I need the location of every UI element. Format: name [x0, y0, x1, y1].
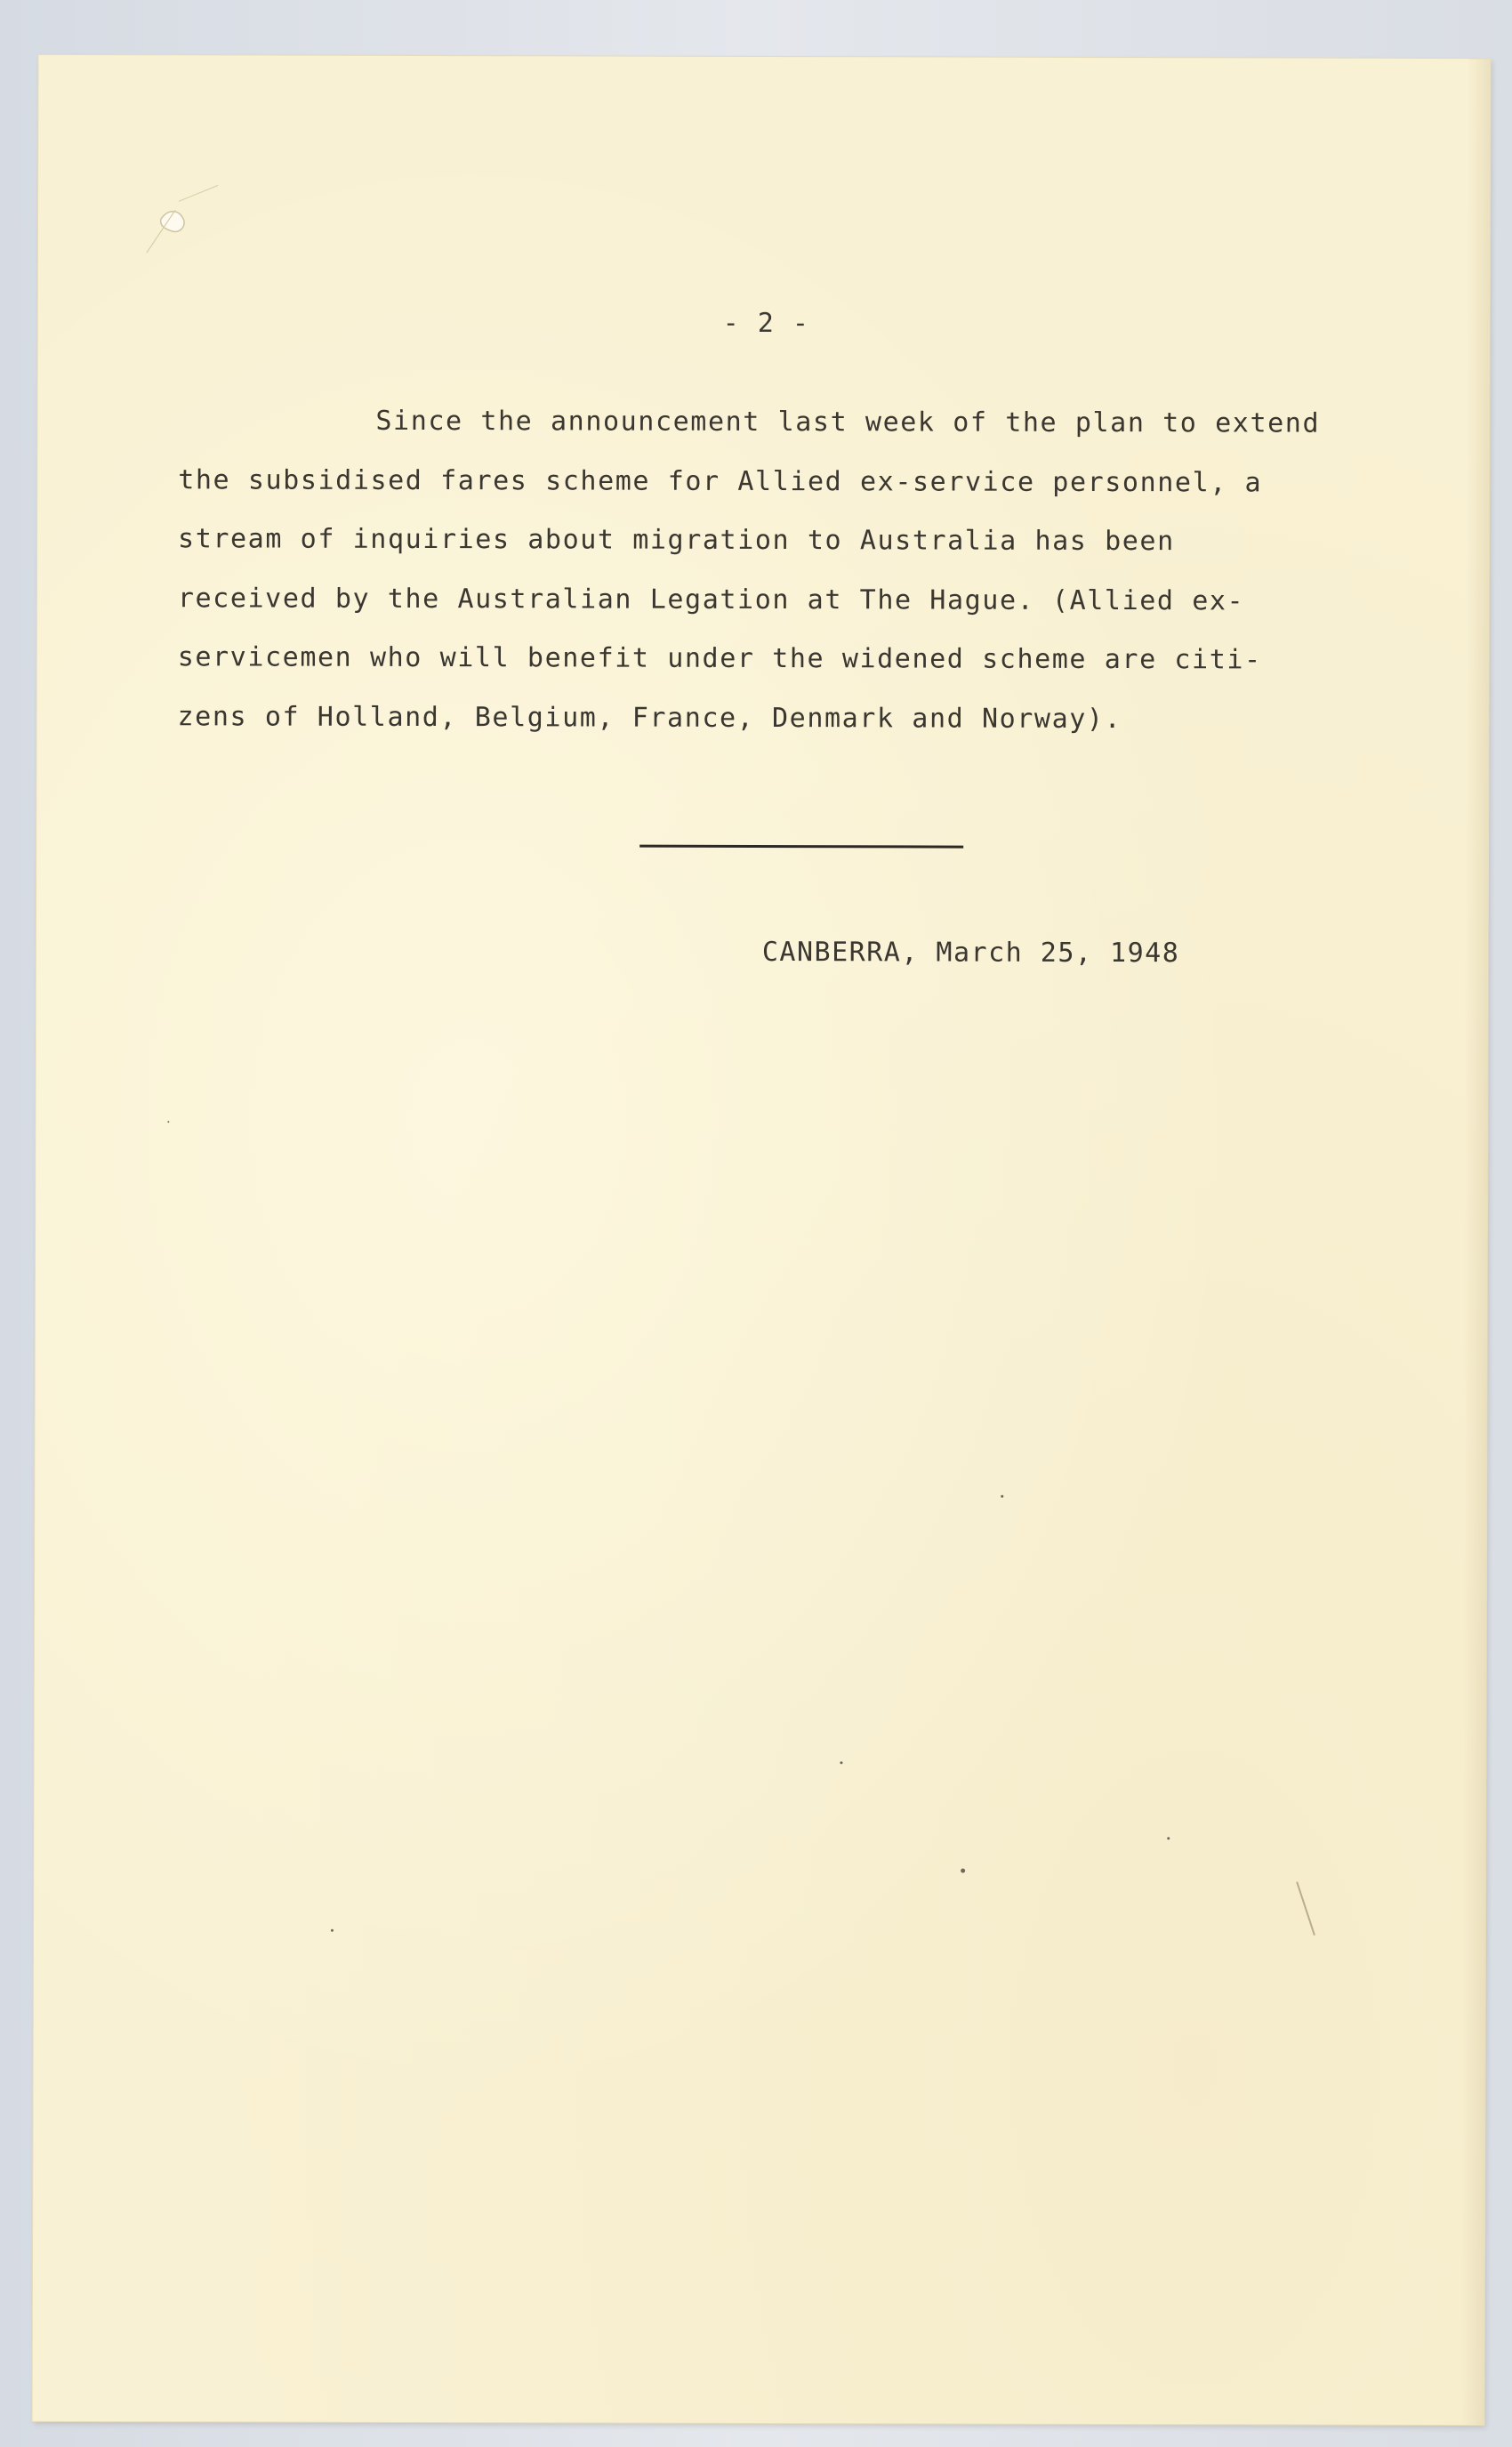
paragraph-line: Since the announcement last week of the plan to extend — [375, 405, 1321, 439]
paper-speck — [331, 1929, 334, 1932]
paragraph-line: the subsidised fares scheme for Allied ex-service personnel, a — [178, 463, 1263, 498]
paragraph-line: stream of inquiries about migration to Australia has been — [178, 523, 1175, 558]
paper-speck — [1167, 1837, 1170, 1839]
paragraph-line: zens of Holland, Belgium, France, Denmark and Norway). — [177, 700, 1122, 735]
paragraph-line: servicemen who will benefit under the widened scheme are citi- — [177, 641, 1262, 676]
paragraph-line: received by the Australian Legation at The Hague. (Allied ex- — [177, 582, 1245, 616]
paper-speck — [961, 1869, 965, 1873]
paper-speck — [1001, 1495, 1003, 1498]
body-paragraph — [177, 391, 1352, 749]
dateline: CANBERRA, March 25, 1948 — [761, 937, 1180, 970]
typed-page — [33, 55, 1491, 2425]
separator-rule — [639, 845, 963, 849]
page-number: - 2 - — [722, 307, 810, 340]
paper-speck — [840, 1761, 842, 1764]
paper-speck — [167, 1121, 169, 1123]
paper-scratch — [1293, 1880, 1320, 1943]
staple-tear-mark — [143, 183, 223, 263]
